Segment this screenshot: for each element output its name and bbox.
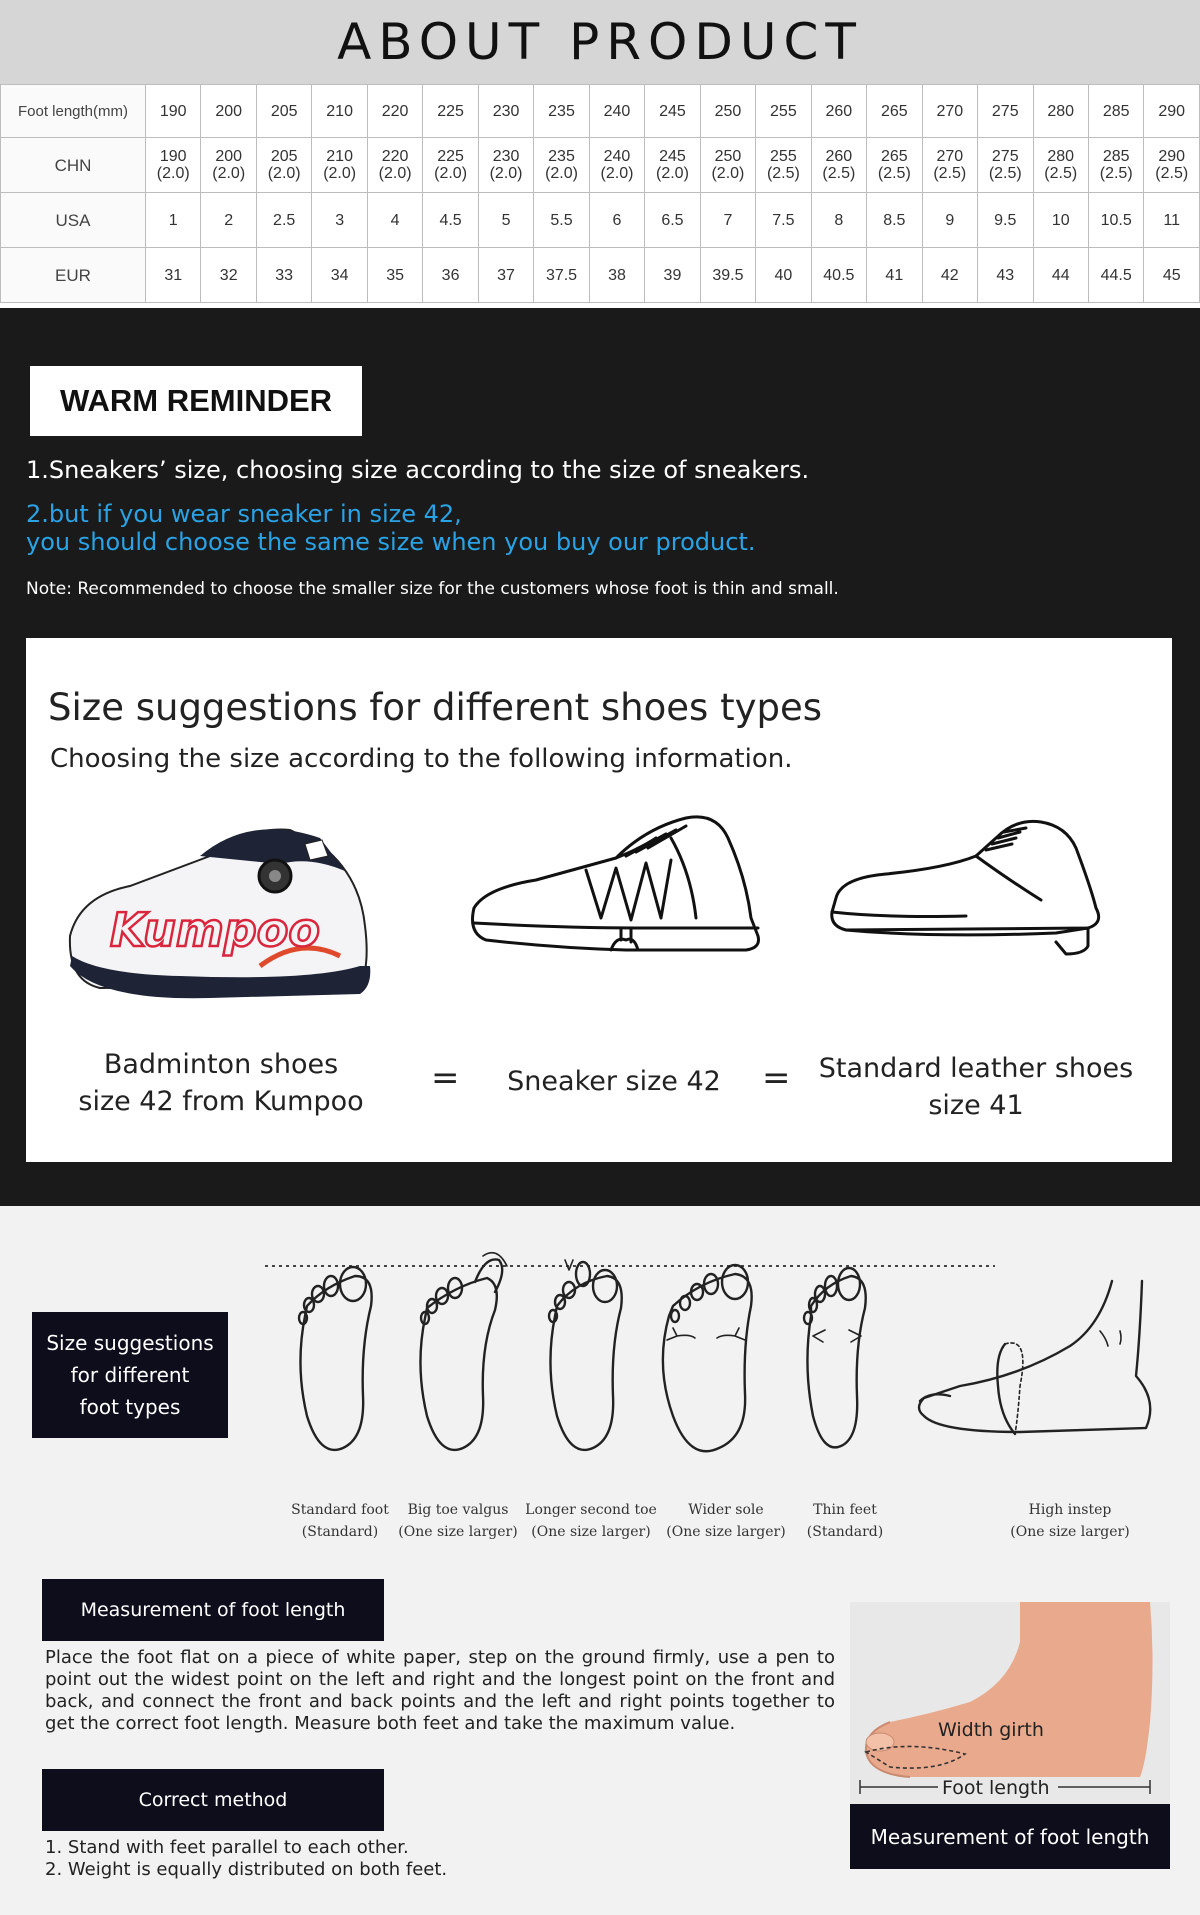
correct-method-steps [45,1837,447,1881]
table-cell: 280 (2.5) [1033,138,1088,193]
table-cell: 240 [589,85,644,138]
reminder-line-2a: 2.but if you wear sneaker in size 42, [26,500,462,528]
table-cell: 200 (2.0) [201,138,256,193]
table-cell: 255 (2.5) [756,138,811,193]
equals-sign: = [762,1058,791,1098]
foot-type-high-instep [1000,1499,1140,1543]
foot-length-label: Foot length [942,1777,1050,1799]
foot-type-advice: (One size larger) [398,1524,518,1540]
caption-badminton-line2: size 42 from Kumpoo [78,1086,364,1117]
foot-type-name: High instep [1028,1502,1112,1518]
measurement-text: Place the foot flat on a piece of white paper, step on the ground firmly, use a pen to point out the widest point on the left and right and the longest point on the front and back, and connect the front and back points and the left and right points together to get the correct foot length. Measure both feet and take the maximum value. [45,1647,835,1734]
table-cell: 190 (2.0) [146,138,201,193]
table-cell: 8 [811,193,866,248]
reminder-line-1: 1.Sneakers’ size, choosing size according to the size of sneakers. [26,456,810,484]
page-title: ABOUT PRODUCT [337,13,863,71]
foot-type-thin-feet [790,1499,900,1543]
table-cell: 270 (2.5) [922,138,977,193]
table-cell: 265 (2.5) [867,138,922,193]
photo-measurement-tag: Measurement of foot length [850,1804,1170,1869]
reminder-note: Note: Recommended to choose the smaller size for the customers whose foot is thin and small. [26,579,839,599]
table-cell: 210 [312,85,367,138]
row-header: EUR [1,248,146,303]
foot-type-name: Longer second toe [525,1502,657,1518]
foot-types-section [0,1206,1200,1915]
foot-type-advice: (Standard) [301,1524,379,1540]
badminton-shoe-image [60,816,390,1006]
measurement-tag: Measurement of foot length [42,1579,384,1641]
foot-type-name: Wider sole [688,1502,764,1518]
table-cell: 260 (2.5) [811,138,866,193]
table-cell: 225 (2.0) [423,138,478,193]
table-cell: 275 [978,85,1033,138]
size-chart [0,84,1200,308]
table-cell: 10 [1033,193,1088,248]
foot-type-longer-second-toe [518,1499,664,1543]
row-header: USA [1,193,146,248]
table-cell: 230 [478,85,533,138]
table-cell: 205 (2.0) [256,138,311,193]
caption-sneaker: Sneaker size 42 [507,1066,721,1097]
table-cell: 270 [922,85,977,138]
table-cell: 10.5 [1088,193,1143,248]
table-cell: 240 (2.0) [589,138,644,193]
foot-type-advice: (One size larger) [1010,1524,1130,1540]
table-cell: 275 (2.5) [978,138,1033,193]
foot-type-big-toe-valgus [390,1499,526,1543]
foot-type-name: Big toe valgus [407,1502,509,1518]
table-row-chn [1,138,1200,193]
foot-type-name: Standard foot [291,1502,389,1518]
table-cell: 290 [1144,85,1200,138]
table-cell: 7 [700,193,755,248]
table-cell: 190 [146,85,201,138]
table-cell: 35 [367,248,422,303]
caption-badminton-shoes [56,1046,386,1120]
table-cell: 235 (2.0) [534,138,589,193]
table-cell: 250 (2.0) [700,138,755,193]
table-cell: 2 [201,193,256,248]
table-cell: 290 (2.5) [1144,138,1200,193]
table-cell: 39.5 [700,248,755,303]
table-cell: 265 [867,85,922,138]
table-cell: 220 (2.0) [367,138,422,193]
about-product-header [0,0,1200,84]
table-cell: 245 [645,85,700,138]
table-cell: 7.5 [756,193,811,248]
table-cell: 45 [1144,248,1200,303]
table-cell: 32 [201,248,256,303]
table-cell: 42 [922,248,977,303]
kumpoo-logo-text: Kumpoo [110,903,320,957]
table-cell: 2.5 [256,193,311,248]
size-table [0,84,1200,303]
correct-method-step-1: 1. Stand with feet parallel to each other. [45,1837,409,1858]
foot-types-box [32,1312,228,1438]
correct-method-step-2: 2. Weight is equally distributed on both feet. [45,1859,448,1880]
caption-leather-line2: size 41 [928,1090,1024,1121]
foot-type-advice: (Standard) [806,1524,884,1540]
table-cell: 5.5 [534,193,589,248]
table-cell: 1 [146,193,201,248]
table-cell: 44.5 [1088,248,1143,303]
correct-method-tag: Correct method [42,1769,384,1831]
width-girth-label: Width girth [938,1719,1044,1741]
table-cell: 200 [201,85,256,138]
caption-badminton-line1: Badminton shoes [103,1049,339,1080]
foot-box-line3: foot types [79,1395,181,1419]
table-cell: 3 [312,193,367,248]
table-cell: 36 [423,248,478,303]
table-cell: 4 [367,193,422,248]
table-cell: 37.5 [534,248,589,303]
foot-type-advice: (One size larger) [666,1524,786,1540]
table-cell: 34 [312,248,367,303]
warm-reminder-title: WARM REMINDER [59,383,333,418]
caption-leather-shoes [806,1050,1146,1124]
table-cell: 6.5 [645,193,700,248]
table-cell: 11 [1144,193,1200,248]
table-cell: 6 [589,193,644,248]
table-cell: 260 [811,85,866,138]
table-cell: 280 [1033,85,1088,138]
sneaker-outline-image [466,808,776,978]
caption-leather-line1: Standard leather shoes [818,1053,1134,1084]
shoe-types-card [26,638,1172,1162]
table-cell: 245 (2.0) [645,138,700,193]
leather-shoe-outline-image [826,808,1126,978]
foot-type-wider-sole [656,1499,796,1543]
foot-box-line1: Size suggestions [46,1331,214,1355]
row-header: Foot length(mm) [1,85,146,138]
warm-reminder-box [30,366,362,436]
foot-measurement-photo [850,1602,1170,1827]
table-cell: 225 [423,85,478,138]
table-cell: 220 [367,85,422,138]
row-header: CHN [1,138,146,193]
table-cell: 230 (2.0) [478,138,533,193]
table-cell: 285 (2.5) [1088,138,1143,193]
table-cell: 40 [756,248,811,303]
table-cell: 31 [146,248,201,303]
warm-reminder-section [0,308,1200,1206]
table-cell: 250 [700,85,755,138]
table-cell: 40.5 [811,248,866,303]
table-row-usa [1,193,1200,248]
table-cell: 8.5 [867,193,922,248]
table-cell: 43 [978,248,1033,303]
table-cell: 255 [756,85,811,138]
foot-box-line2: for different [70,1363,190,1387]
table-cell: 41 [867,248,922,303]
table-cell: 210 (2.0) [312,138,367,193]
foot-type-standard [270,1499,410,1543]
table-cell: 235 [534,85,589,138]
foot-photo-illustration [850,1602,1170,1827]
foot-type-name: Thin feet [813,1502,877,1518]
table-cell: 33 [256,248,311,303]
shoe-types-subtitle: Choosing the size according to the following information. [50,744,793,774]
table-cell: 285 [1088,85,1143,138]
shoe-types-title: Size suggestions for different shoes types [48,686,823,729]
foot-types-illustration [250,1226,1170,1456]
table-row-eur [1,248,1200,303]
foot-type-advice: (One size larger) [531,1524,651,1540]
table-cell: 38 [589,248,644,303]
table-cell: 205 [256,85,311,138]
reminder-line-2b: you should choose the same size when you buy our product. [26,528,756,556]
table-cell: 9.5 [978,193,1033,248]
table-cell: 44 [1033,248,1088,303]
table-cell: 39 [645,248,700,303]
table-row-foot-length [1,85,1200,138]
equals-sign: = [431,1058,460,1098]
table-cell: 37 [478,248,533,303]
table-cell: 4.5 [423,193,478,248]
table-cell: 9 [922,193,977,248]
table-cell: 5 [478,193,533,248]
